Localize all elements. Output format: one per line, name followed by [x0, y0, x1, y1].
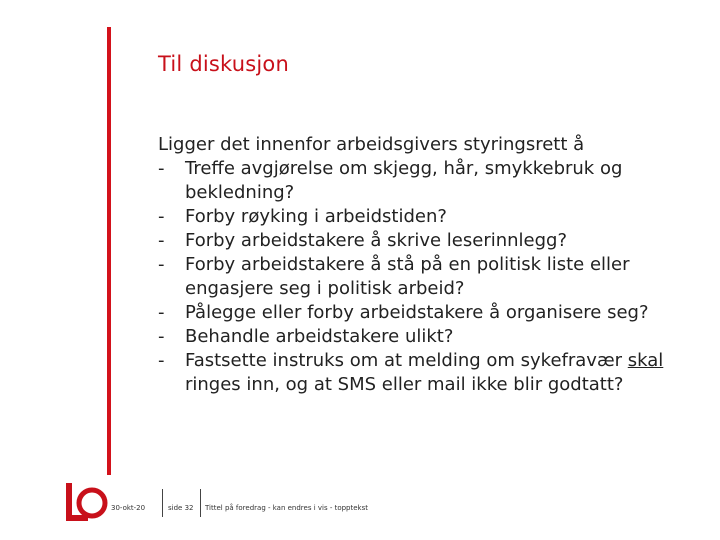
- bullet-text-after: ringes inn, og at SMS eller mail ikke blir godtatt?: [185, 374, 624, 395]
- lo-logo-icon: [62, 480, 108, 526]
- list-item: [158, 349, 718, 397]
- bullet-dash: -: [158, 230, 165, 251]
- red-vertical-rule: [107, 27, 111, 475]
- slide-title: Til diskusjon: [158, 52, 289, 76]
- footer-caption: Tittel på foredrag - kan endres i vis - topptekst: [205, 504, 368, 512]
- footer-divider: [162, 489, 163, 517]
- footer-date: 30-okt-20: [111, 504, 146, 512]
- underlined-word: skal: [627, 350, 664, 371]
- bullet-list: [158, 157, 718, 397]
- intro-text: Ligger det innenfor arbeidsgivers styringsrett å: [158, 134, 585, 155]
- footer-page-number: side 32: [168, 504, 194, 512]
- list-item: [158, 157, 718, 205]
- bullet-dash: -: [158, 302, 165, 323]
- list-item: [158, 253, 718, 301]
- bullet-dash: -: [158, 326, 165, 347]
- bullet-text-before: Fastsette instruks om at melding om sykefravær: [185, 350, 623, 371]
- bullet-text: Behandle arbeidstakere ulikt?: [185, 326, 454, 347]
- list-item: [158, 205, 718, 229]
- footer-divider: [200, 489, 201, 517]
- bullet-text: Pålegge eller forby arbeidstakere å organisere seg?: [185, 302, 649, 323]
- list-item: [158, 229, 718, 253]
- list-item: [158, 325, 718, 349]
- bullet-dash: -: [158, 206, 165, 227]
- list-item: [158, 301, 718, 325]
- bullet-text: Forby røyking i arbeidstiden?: [185, 206, 447, 227]
- bullet-dash: -: [158, 158, 165, 179]
- bullet-text: Forby arbeidstakere å stå på en politisk liste eller engasjere seg i politisk arbeid?: [185, 254, 630, 299]
- bullet-dash: -: [158, 350, 165, 371]
- bullet-text: Forby arbeidstakere å skrive leserinnlegg?: [185, 230, 568, 251]
- bullet-text: Treffe avgjørelse om skjegg, hår, smykkebruk og bekledning?: [185, 158, 623, 203]
- bullet-dash: -: [158, 254, 165, 275]
